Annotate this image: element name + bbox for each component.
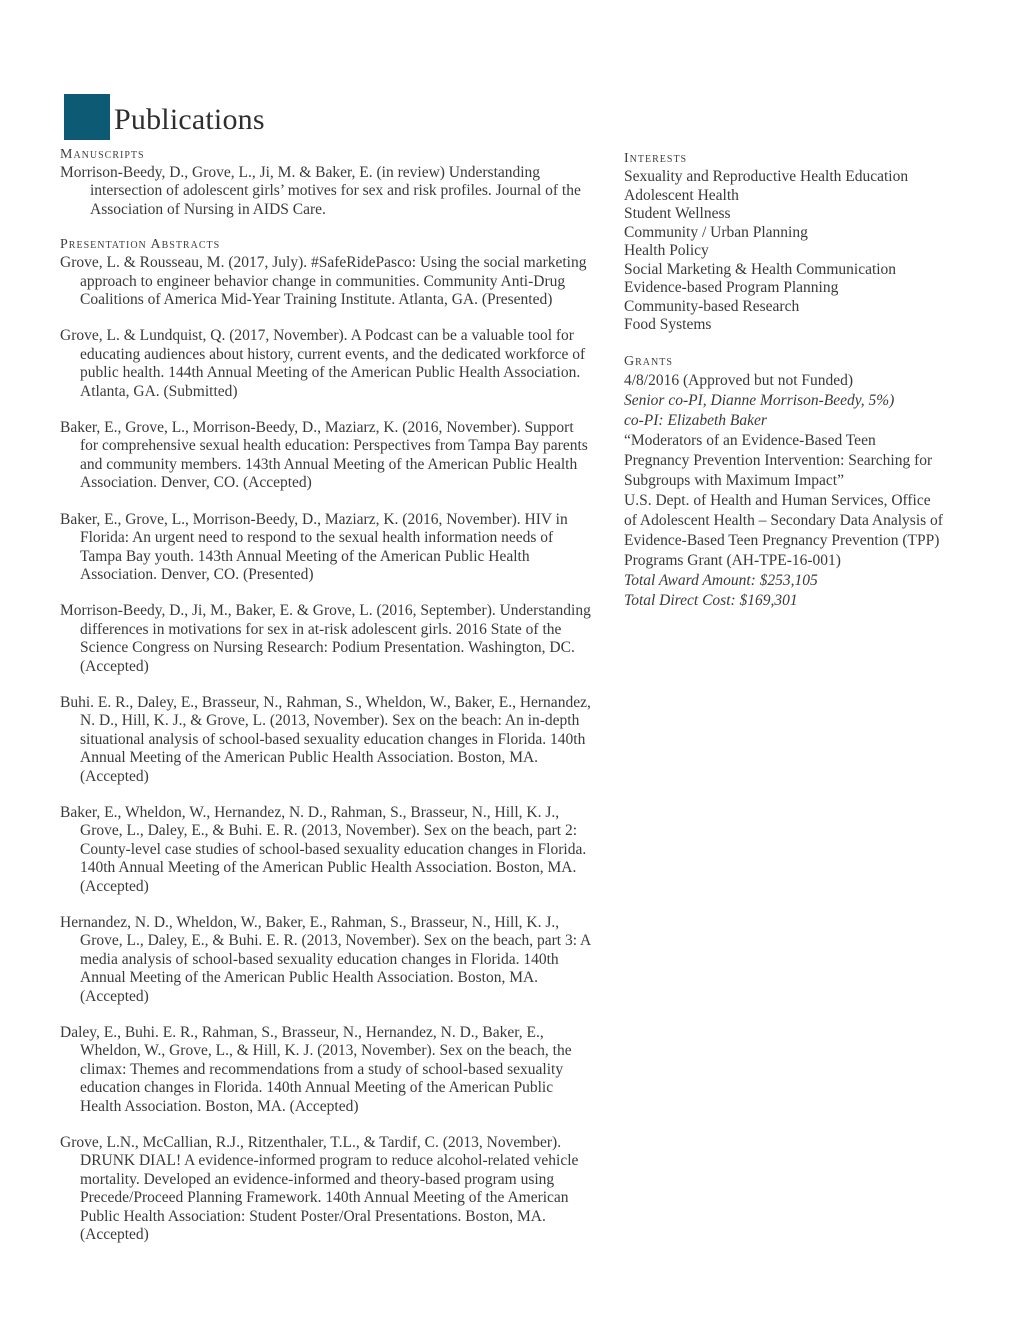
grant-senior-co-pi: Senior co-PI, Dianne Morrison-Beedy, 5%) (624, 391, 895, 409)
grant-total-award: Total Award Amount: $253,105 (624, 571, 818, 589)
interest-item: Health Policy (624, 242, 709, 259)
interest-item: Food Systems (624, 316, 712, 333)
abstract-entry: Baker, E., Wheldon, W., Hernandez, N. D., Rahman, S., Brasseur, N., Hill, K. J., Grove, L., Daley, E., & Buhi. E. R. (2013, November). Sex on the beach, part 2: County-level case studies of school-based sexuality education changes in Florida. 140th Annual Meeting of the American Public Health Association. Boston, MA. (Accepted) (60, 803, 587, 895)
manuscripts-heading: Manuscripts (60, 147, 145, 162)
abstract-entry: Grove, L. & Rousseau, M. (2017, July). #SafeRidePasco: Using the social marketing approach to engineer behavior change in communities. Community Anti-Drug Coalitions of America Mid-Year Training Institute. Atlanta, GA. (Presented) (60, 254, 587, 309)
grant-funder-line: of Adolescent Health – Secondary Data Analysis of (624, 511, 943, 529)
grants-heading: Grants (624, 353, 673, 369)
publications-column (60, 146, 592, 1245)
grant-funder-line: U.S. Dept. of Health and Human Services, Office (624, 491, 931, 509)
interest-item: Community-based Research (624, 297, 800, 315)
abstract-entry: Grove, L.N., McCallian, R.J., Ritzenthaler, T.L., & Tardif, C. (2013, November). DRUNK DIAL! A evidence-informed program to reduce alcohol-related vehicle mortality. Developed an evidence-informed and theory-based program using Precede/Proceed Planning Framework. 140th Annual Meeting of the American Public Health Association: Student Poster/Oral Presentations. Boston, MA. (Accepted) (60, 1134, 579, 1244)
interest-item: Adolescent Health (624, 186, 739, 204)
interest-item: Social Marketing & Health Communication (624, 260, 897, 278)
interest-item: Community / Urban Planning (624, 223, 808, 241)
sidebar-column (624, 150, 984, 611)
abstract-entry: Hernandez, N. D., Wheldon, W., Baker, E., Rahman, S., Brasseur, N., Hill, K. J., Grove, L., Daley, E., & Buhi. E. R. (2013, November). Sex on the beach, part 3: A media analysis of school-based sexuality education changes in Florida. 140th Annual Meeting of the American Public Health Association. Boston, MA. (Accepted) (60, 914, 591, 1005)
page-title: Publications (114, 103, 265, 136)
abstract-entry: Baker, E., Grove, L., Morrison-Beedy, D., Maziarz, K. (2016, November). HIV in Florida: An urgent need to respond to the sexual health information needs of Tampa Bay youth. 143th Annual Meeting of the American Public Health Association. Denver, CO. (Presented) (60, 510, 568, 583)
abstract-entry: Buhi. E. R., Daley, E., Brasseur, N., Rahman, S., Wheldon, W., Baker, E., Hernandez, N. D., Hill, K. J., & Grove, L. (2013, November). Sex on the beach: An in-depth situational analysis of school-based sexuality education changes in Florida. 140th Annual Meeting of the American Public Health Association. Boston, MA. (Accepted) (60, 693, 591, 785)
abstract-entry: Morrison-Beedy, D., Ji, M., Baker, E. & Grove, L. (2016, September). Understanding differences in motivations for sex in at-risk adolescent girls. 2016 State of the Science Congress on Nursing Research: Podium Presentation. Washington, DC. (Accepted) (60, 602, 591, 675)
grant-total-direct-cost: Total Direct Cost: $169,301 (624, 591, 798, 609)
grant-title-line: Pregnancy Prevention Intervention: Searching for (624, 451, 933, 469)
presentation-abstracts-heading: Presentation Abstracts (60, 237, 221, 253)
title-accent-square (64, 94, 110, 140)
grant-co-pi: co-PI: Elizabeth Baker (624, 411, 767, 429)
abstract-entry: Grove, L. & Lundquist, Q. (2017, November). A Podcast can be a valuable tool for educating audiences about history, current events, and the dedicated workforce of public health. 144th Annual Meeting of the American Public Health Association. Atlanta, GA. (Submitted) (60, 327, 586, 400)
grant-date-status: 4/8/2016 (Approved but not Funded) (624, 371, 854, 389)
grant-title-line: Subgroups with Maximum Impact” (624, 471, 844, 489)
interest-item: Sexuality and Reproductive Health Education (624, 168, 909, 185)
interest-item: Evidence-based Program Planning (624, 279, 839, 296)
grant-title-line: “Moderators of an Evidence-Based Teen (624, 431, 876, 449)
interests-heading: Interests (624, 151, 688, 166)
grant-funder-line: Evidence-Based Teen Pregnancy Prevention (TPP) (624, 531, 940, 549)
abstract-entry: Baker, E., Grove, L., Morrison-Beedy, D., Maziarz, K. (2016, November). Support for comprehensive sexual health education: Perspectives from Tampa Bay parents and community members. 143th Annual Meeting of the American Public Health Association. Denver, CO. (Accepted) (60, 419, 588, 492)
interest-item: Student Wellness (624, 205, 731, 222)
page-header (64, 94, 265, 140)
abstract-entry: Daley, E., Buhi. E. R., Rahman, S., Brasseur, N., Hernandez, N. D., Baker, E., Wheldon, W., Grove, L., & Hill, K. J. (2013, November). Sex on the beach, the climax: Themes and recommendations from a study of school-based sexuality education changes in Florida. 140th Annual Meeting of the American Public Health Association. Boston, MA. (Accepted) (60, 1024, 572, 1115)
grant-funder-line: Programs Grant (AH-TPE-16-001) (624, 551, 841, 569)
manuscript-entry: Morrison-Beedy, D., Grove, L., Ji, M. & Baker, E. (in review) Understanding intersection of adolescent girls’ motives for sex and risk profiles. Journal of the Association of Nursing in AIDS Care. (60, 164, 581, 218)
